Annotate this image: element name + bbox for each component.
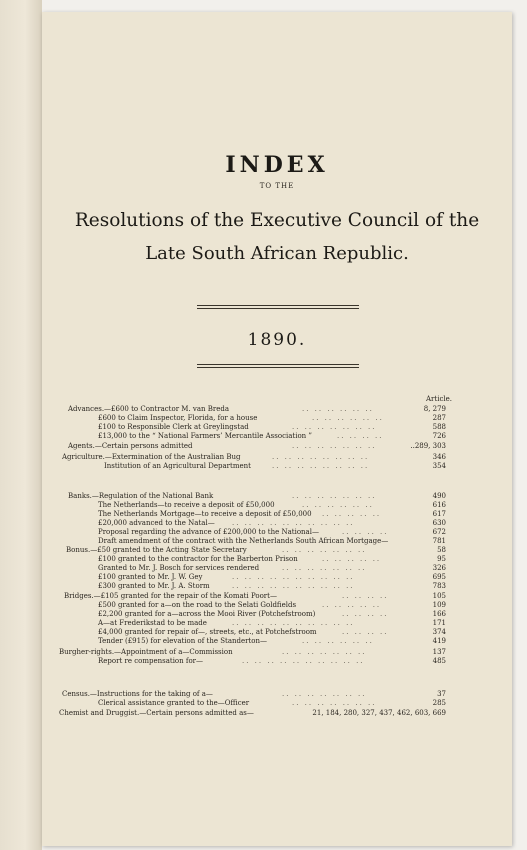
leader-dots: .. .. .. .. .. .. (302, 637, 374, 645)
article-number: 285 (432, 699, 446, 707)
article-number: 21, 184, 280, 327, 437, 462, 603, 669 (312, 709, 446, 717)
index-entry-text: Proposal regarding the advance of £200,000 to the National— (98, 528, 319, 536)
leader-dots: .. .. .. .. (342, 628, 389, 636)
index-entry-text: £13,000 to the “ National Farmers’ Mercantile Association ” (98, 432, 312, 440)
index-entry-text: Bridges.—£105 granted for the repair of the Komati Poort— (64, 592, 277, 600)
index-entry-text: Clerical assistance granted to the—Officer (98, 699, 250, 707)
index-entry-text: Tender (£915) for elevation of the Standerton— (98, 637, 268, 645)
leader-dots: .. .. .. .. (337, 432, 384, 440)
index-entry-text: The Netherlands—to receive a deposit of £50,000 (98, 501, 275, 509)
leader-dots: .. .. .. .. .. .. (302, 405, 374, 413)
article-number: 616 (432, 501, 446, 509)
document-title-line-1: Resolutions of the Executive Council of the (74, 210, 480, 231)
year-heading: 1890. (247, 330, 307, 350)
leader-dots: .. .. .. .. .. .. .. (292, 442, 377, 450)
article-number: 137 (432, 648, 446, 656)
book-spine (0, 0, 42, 850)
article-number: 783 (432, 582, 446, 590)
article-number: 781 (432, 537, 446, 545)
leader-dots: .. .. .. .. .. .. .. .. .. .. (232, 582, 355, 590)
index-entry-text: £2,200 granted for a—across the Mooi River (Potchefstroom) (98, 610, 316, 618)
index-entry-text: Census.—Instructions for the taking of a— (62, 690, 213, 698)
article-number: 326 (432, 564, 446, 572)
index-entry-text: Advances.—£600 to Contractor M. van Breda (68, 405, 230, 413)
rule-bottom-1 (197, 364, 359, 365)
article-number: 485 (432, 657, 446, 665)
article-number: 588 (432, 423, 446, 431)
article-number: 346 (432, 453, 446, 461)
index-entry-text: £100 granted to the contractor for the Barberton Prison (98, 555, 298, 563)
leader-dots: .. .. .. .. .. .. .. (292, 699, 377, 707)
leader-dots: .. .. .. .. .. .. .. .. .. .. (232, 519, 355, 527)
article-number: 672 (432, 528, 446, 536)
article-number: 109 (432, 601, 446, 609)
book-page (42, 12, 512, 846)
index-entry-text: £4,000 granted for repair of—, streets, etc., at Potchefstroom (98, 628, 317, 636)
leader-dots: .. .. .. .. (342, 592, 389, 600)
leader-dots: .. .. .. .. .. .. .. .. .. .. (232, 619, 355, 627)
index-entry-text: £100 granted to Mr. J. W. Gey (98, 573, 203, 581)
leader-dots: .. .. .. .. .. .. .. (282, 690, 367, 698)
index-entry-text: Banks.—Regulation of the National Bank (68, 492, 214, 500)
leader-dots: .. .. .. .. .. .. .. (282, 648, 367, 656)
article-column-header: Article. (426, 395, 452, 403)
leader-dots: .. .. .. .. (342, 528, 389, 536)
leader-dots: .. .. .. .. .. .. .. (292, 423, 377, 431)
article-number: 374 (432, 628, 446, 636)
index-entry-text: Chemist and Druggist.—Certain persons admitted as— (59, 709, 254, 717)
index-entry-text: Agents.—Certain persons admitted (68, 442, 193, 450)
leader-dots: .. .. .. .. .. .. .. (282, 546, 367, 554)
article-number: 95 (437, 555, 446, 563)
leader-dots: .. .. .. .. .. .. (312, 414, 384, 422)
index-entry-text: Granted to Mr. J. Bosch for services rendered (98, 564, 260, 572)
leader-dots: .. .. .. .. .. .. .. .. .. .. (242, 657, 365, 665)
article-number: 617 (432, 510, 446, 518)
index-entry-text: £500 granted for a—on the road to the Selati Goldfields (98, 601, 297, 609)
leader-dots: .. .. .. .. .. .. (302, 501, 374, 509)
article-number: 37 (437, 690, 446, 698)
index-entry-text: Report re compensation for— (98, 657, 204, 665)
article-number: 58 (437, 546, 446, 554)
index-entry-text: £300 granted to Mr. J. A. Storm (98, 582, 210, 590)
rule-top-2 (197, 308, 359, 309)
article-number: 695 (432, 573, 446, 581)
index-entry-text: Agriculture.—Extermination of the Australian Bug (62, 453, 241, 461)
leader-dots: .. .. .. .. .. .. .. .. (272, 453, 370, 461)
leader-dots: .. .. .. .. .. .. .. .. (272, 462, 370, 470)
document-title-line-2: Late South African Republic. (145, 243, 409, 264)
index-entry-text: A—at Frederikstad to be made (98, 619, 207, 627)
article-number: 419 (432, 637, 446, 645)
index-entry-text: The Netherlands Mortgage—to receive a deposit of £50,000 (98, 510, 312, 518)
index-entry-text: £600 to Claim Inspector, Florida, for a house (98, 414, 258, 422)
leader-dots: .. .. .. .. .. (322, 601, 382, 609)
leader-dots: .. .. .. .. .. .. .. (292, 492, 377, 500)
article-number: 8, 279 (423, 405, 446, 413)
rule-top-1 (197, 305, 359, 306)
article-number: ..289, 303 (410, 442, 446, 450)
leader-dots: .. .. .. .. .. (322, 510, 382, 518)
index-entry-text: £20,000 advanced to the Natal— (98, 519, 215, 527)
index-entry-text: Burgher-rights.—Appointment of a—Commission (59, 648, 233, 656)
rule-bottom-2 (197, 367, 359, 368)
leader-dots: .. .. .. .. .. .. .. (282, 564, 367, 572)
article-number: 105 (432, 592, 446, 600)
index-entry-text: Bonus.—£50 granted to the Acting State Secretary (66, 546, 247, 554)
index-subheading: TO THE (259, 182, 295, 190)
article-number: 490 (432, 492, 446, 500)
leader-dots: .. .. .. .. .. .. .. .. .. .. (232, 573, 355, 581)
index-entry-text: £100 to Responsible Clerk at Greylingstad (98, 423, 249, 431)
leader-dots: .. .. .. .. (342, 610, 389, 618)
article-number: 166 (432, 610, 446, 618)
index-entry-text: Institution of an Agricultural Department (104, 462, 251, 470)
article-number: 171 (432, 619, 446, 627)
article-number: 630 (432, 519, 446, 527)
index-heading: INDEX (225, 152, 329, 178)
leader-dots: .. .. .. .. .. (322, 555, 382, 563)
index-entry-text: Draft amendment of the contract with the Netherlands South African Mortgage— (98, 537, 389, 545)
article-number: 726 (432, 432, 446, 440)
article-number: 287 (432, 414, 446, 422)
article-number: 354 (432, 462, 446, 470)
